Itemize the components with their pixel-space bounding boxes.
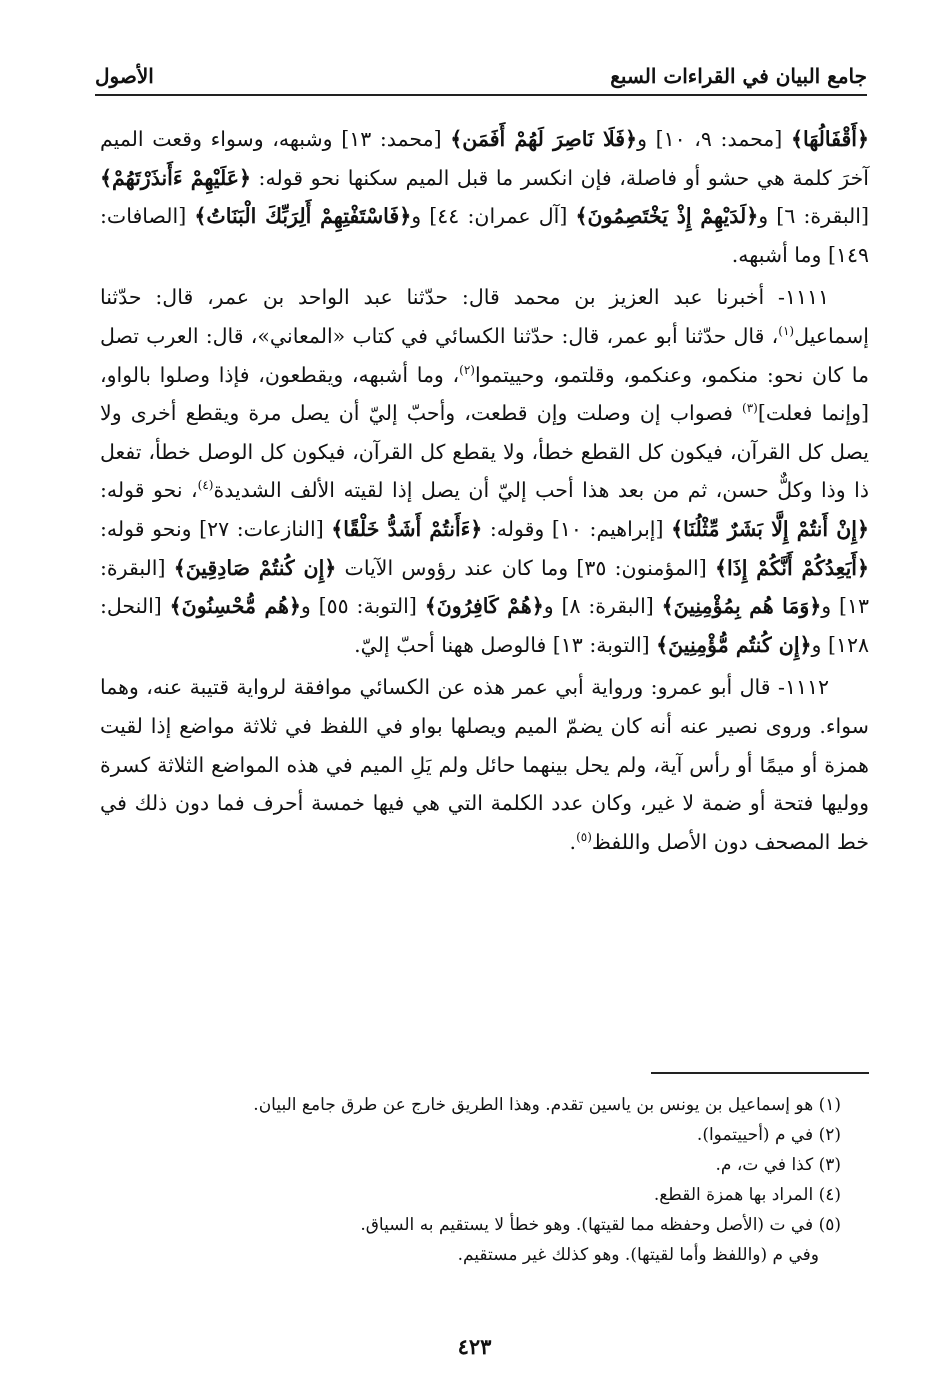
footnote-3: (٣) كذا في ت، م. <box>715 1155 841 1175</box>
paragraph-1 <box>100 120 869 274</box>
text-run: ، وما أشبهه، ويقطعون، فإذا وصلوا بالواو، [وإنما فعلت] <box>100 362 869 426</box>
quran-quote: ﴿إِن كُنتُم مُّؤْمِنِينَ﴾ <box>656 632 812 657</box>
text-run: [المؤمنون: ٣٥] وما كان عند رؤوس الآيات <box>336 555 715 580</box>
text-run: [النازعات: ٢٧] ونحو قوله: <box>100 516 332 541</box>
text-run: ، قال حدّثنا أبو عمر، قال: حدّثنا الكسائي في كتاب «المعاني»، قال: العرب تصل ما كان نحو: منكمو، وعنكمو، وقلتمو، وحييتموا <box>100 323 869 387</box>
text-run: [النحل: ١٢٨] و <box>100 594 869 657</box>
text-run: [إبراهيم: ١٠] وقوله: <box>482 516 672 541</box>
paragraph-1112 <box>100 668 869 861</box>
footnote-5-continued: وفي م (واللفظ وأما لقيتها). وهو كذلك غير مستقيم. <box>457 1245 819 1265</box>
footnote-ref: (٥) <box>576 829 592 844</box>
page-number: ٤٢٣ <box>457 1334 492 1359</box>
footnote-ref: (١) <box>778 324 795 339</box>
text-run: [محمد: ٩، ١٠] و <box>637 127 791 151</box>
running-header <box>95 56 867 96</box>
text-run: ، نحو قوله: <box>100 478 198 503</box>
section-title: الأصول <box>95 64 154 88</box>
text-run: [الصافات: ١٤٩] وما أشبهه. <box>100 204 869 267</box>
text-run: [التوبة: ٥٥] و <box>300 594 425 619</box>
footnotes <box>100 1090 869 1270</box>
paragraph-1111 <box>100 278 869 664</box>
footnote-5: (٥) في ت (الأصل وحفظه مما لقيتها). وهو خطأ لا يستقيم به السياق. <box>360 1215 841 1235</box>
quran-quote: ﴿فَاسْتَفْتِهِمْ أَلِرَبِّكَ الْبَنَاتُ﴾ <box>194 204 412 229</box>
text-run: [البقرة: ١٣] و <box>100 555 870 619</box>
quran-quote: ﴿ءَأَنتُمْ أَشَدُّ خَلْقًا﴾ <box>331 516 483 541</box>
footnote-2: (٢) في م (أحييتموا). <box>696 1125 841 1145</box>
text-run: ١١١٢- قال أبو عمرو: ورواية أبي عمر هذه عن الكسائي موافقة لرواية قتيبة عنه، وهما سواء. وروى نصير عنه أنه كان يضمّ الميم ويصلها بواو في اللفظ في ثلاثة مواضع إذا لقيت همزة أو ميمًا أو رأس آية، ولم يحل بينهما حائل ولم يَلِ الميم في هذه المواضع الثلاثة كسرة ووليها فتحة أو ضمة لا غير، وكان عدد الكلمة التي هي فيها خمسة أحرف فما دون ذلك في خط المصحف دون الأصل واللفظ <box>100 675 869 854</box>
book-title: جامع البيان في القراءات السبع <box>610 64 867 88</box>
text-run: [البقرة: ٨] و <box>543 594 662 619</box>
quran-quote: ﴿وَمَا هُم بِمُؤْمِنِينَ﴾ <box>661 594 822 619</box>
footnote-separator <box>651 1072 869 1074</box>
quran-quote: ﴿لَدَيْهِمْ إِذْ يَخْتَصِمُونَ﴾ <box>575 204 759 229</box>
quran-quote: ﴿هُمْ كَافِرُونَ﴾ <box>424 594 544 619</box>
quran-quote: ﴿عَلَيْهِمْ ءَأَنذَرْتَهُمْ﴾ <box>100 165 251 190</box>
quran-quote: ﴿إِن كُنتُمْ صَادِقِينَ﴾ <box>173 555 337 580</box>
quran-quote: ﴿فَلَا نَاصِرَ لَهُمْ أَفَمَن﴾ <box>450 127 638 151</box>
text-run: [التوبة: ١٣] فالوصل ههنا أحبّ إليّ. <box>354 632 657 657</box>
quran-quote: ﴿أَقْفَالُهَا﴾ <box>790 127 870 151</box>
footnote-ref: (٣) <box>742 401 758 416</box>
text-run: [آل عمران: ٤٤] و <box>411 204 576 229</box>
quran-quote: ﴿أَيَعِدُكُمْ أَنَّكُمْ إِذَا﴾ <box>714 555 869 580</box>
quran-quote: ﴿هُم مُّحْسِنُونَ﴾ <box>169 594 301 619</box>
text-run: ١١١١- أخبرنا عبد العزيز بن محمد قال: حدّثنا عبد الواحد بن عمر، قال: حدّثنا إسماعيل <box>100 285 869 348</box>
quran-quote: ﴿إِنْ أَنتُمْ إِلَّا بَشَرٌ مِّثْلُنَا﴾ <box>671 516 869 541</box>
footnote-4: (٤) المراد بها همزة القطع. <box>653 1185 841 1205</box>
footnote-1: (١) هو إسماعيل بن يونس بن ياسين تقدم. وهذا الطريق خارج عن طرق جامع البيان. <box>253 1095 841 1115</box>
main-text <box>100 120 869 861</box>
text-run: [محمد: ١٣] وشبهه، وسواء وقعت الميم آخرَ كلمة هي حشو أو فاصلة، فإن انكسر ما قبل الميم سكنها نحو قوله: <box>100 127 869 190</box>
text-run: . <box>569 829 577 854</box>
footnote-ref: (٢) <box>459 362 475 377</box>
text-run: فصواب إن وصلت وإن قطعت، وأحبّ إليّ أن يصل مرة ويقطع أخرى ولا يصل كل القرآن، فيكون كل القطع خطأ، ولا يقطع كل القرآن، فيكون كل الوصل خطأ، تفعل ذا وذا وكلٌّ حسن، ثم من بعد هذا أحب إليّ أن يصل إذا لقيته الألف الشديدة <box>100 401 869 503</box>
text-run: [البقرة: ٦] و <box>758 204 869 229</box>
footnote-ref: (٤) <box>197 478 214 493</box>
